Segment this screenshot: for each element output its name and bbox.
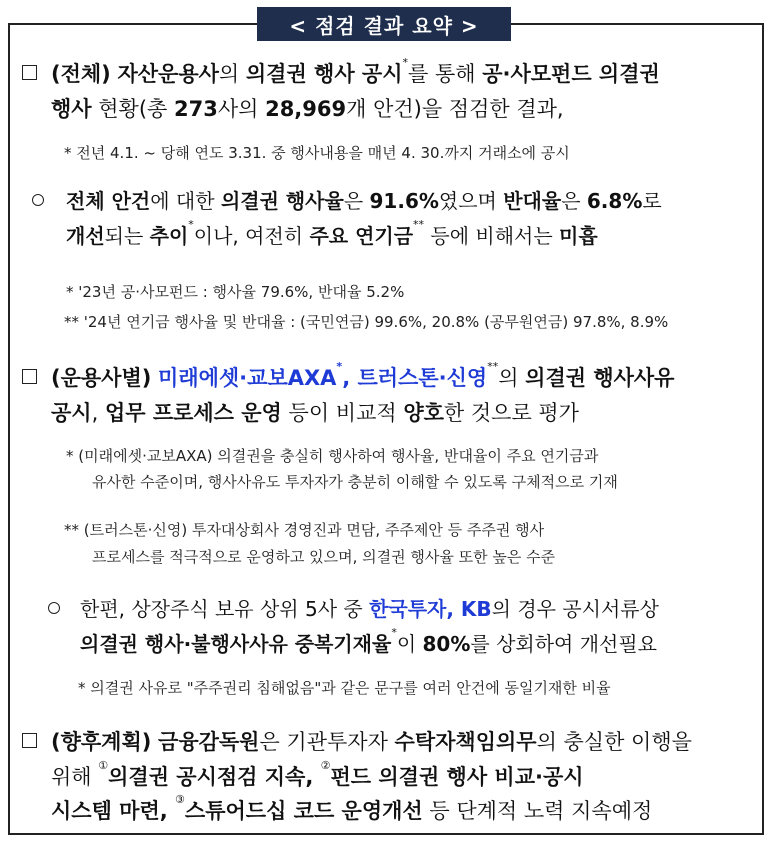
section2-footnote1a: * (미래에셋·교보AXA) 의결권을 충실히 행사하여 행사율, 반대율이 주요 연기금과 xyxy=(66,447,599,465)
section2-footnote1b: 유사한 수준이며, 행사사유도 투자자가 충분히 이해할 수 있도록 구체적으로 기재 xyxy=(92,473,618,491)
summary-title: < 점검 결과 요약 > xyxy=(289,13,479,38)
section1-footnote1: * '23년 공·사모펀드 : 행사율 79.6%, 반대율 5.2% xyxy=(66,283,405,301)
section1-line1: (전체) 자산운용사의 의결권 행사 공시*를 통해 공·사모펀드 의결권 xyxy=(51,56,660,86)
summary-title-tab xyxy=(257,7,511,41)
circle-bullet-icon xyxy=(48,602,60,614)
section2-footnote2b: 프로세스를 적극적으로 운영하고 있으며, 의결권 행사율 또한 높은 수준 xyxy=(92,548,556,566)
section2-point1-line2: 의결권 행사·불행사사유 중복기재율*이 80%를 상회하여 개선필요 xyxy=(80,626,657,656)
section3-line3: 시스템 마련, ③스튜어드십 코드 운영개선 등 단계적 노력 지속예정 xyxy=(51,793,653,823)
square-bullet-icon xyxy=(22,733,37,748)
section1-line2: 행사 현황(총 273사의 28,969개 안건)을 점검한 결과, xyxy=(51,97,564,121)
section2-footnote2a: ** (트러스톤·신영) 투자대상회사 경영진과 면담, 주주제안 등 주주권 행사 xyxy=(64,521,545,539)
section2-line2: 공시, 업무 프로세스 운영 등이 비교적 양호한 것으로 평가 xyxy=(51,401,579,425)
square-bullet-icon xyxy=(22,65,37,80)
section3-line2: 위해 ①의결권 공시점검 지속, ②펀드 의결권 행사 비교·공시 xyxy=(51,759,584,789)
section2-line1: (운용사별) 미래에셋·교보AXA*, 트러스톤·신영**의 의결권 행사사유 xyxy=(51,360,675,390)
section1-point1-line2: 개선되는 추이*이나, 여전히 주요 연기금** 등에 비해서는 미흡 xyxy=(66,218,598,248)
square-bullet-icon xyxy=(22,369,37,384)
circle-bullet-icon xyxy=(32,194,44,206)
label-overall: (전체) xyxy=(51,62,111,86)
section1-point1-line1: 전체 안건에 대한 의결권 행사율은 91.6%였으며 반대율은 6.8%로 xyxy=(66,189,662,213)
section2-footnote3: * 의결권 사유로 "주주권리 침해없음"과 같은 문구를 여러 안건에 동일기재한 비율 xyxy=(78,679,611,697)
section1-note: * 전년 4.1. ~ 당해 연도 3.31. 중 행사내용을 매년 4. 30.까지 거래소에 공시 xyxy=(64,144,570,162)
section1-footnote2: ** '24년 연기금 행사율 및 반대율 : (국민연금) 99.6%, 20.8% (공무원연금) 97.8%, 8.9% xyxy=(64,313,669,331)
section2-point1-line1: 한편, 상장주식 보유 상위 5사 중 한국투자, KB의 경우 공시서류상 xyxy=(80,597,659,621)
section3-line1: (향후계획) 금융감독원은 기관투자자 수탁자책임의무의 충실한 이행을 xyxy=(51,730,692,754)
